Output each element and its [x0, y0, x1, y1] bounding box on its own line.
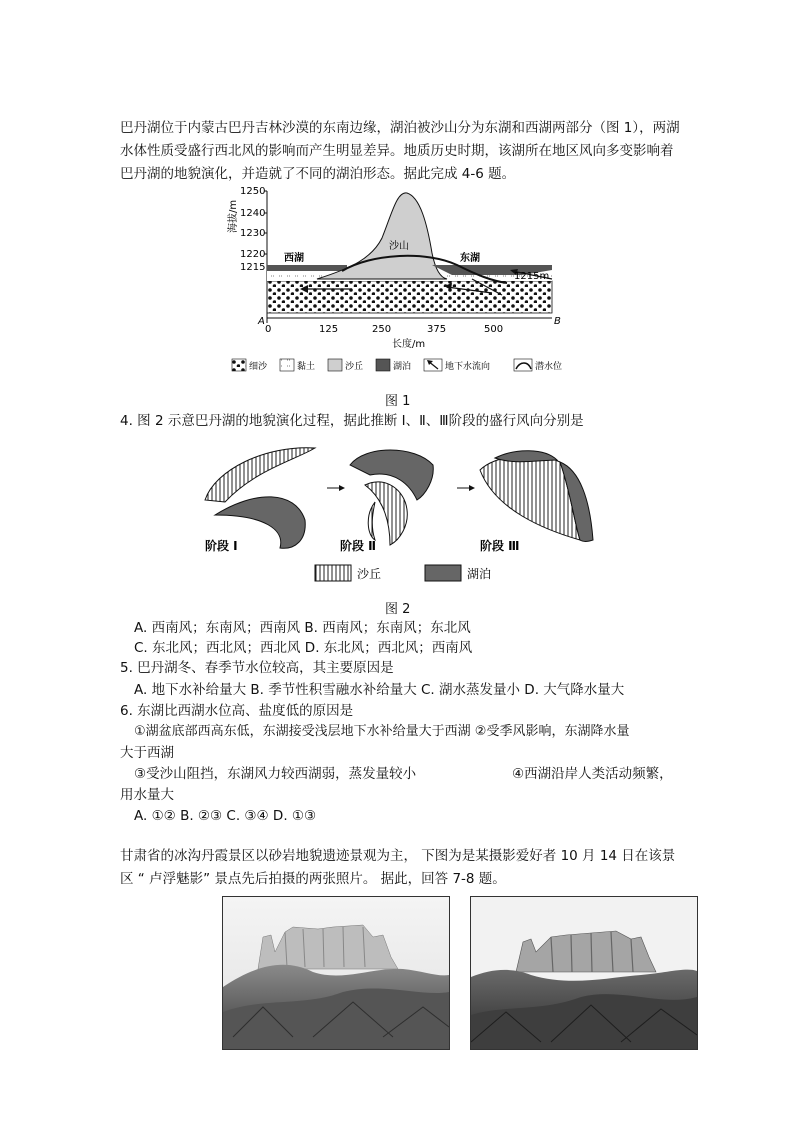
legend-lake: 湖泊 [393, 362, 412, 372]
stage3-label: 阶段 Ⅲ [480, 539, 520, 553]
legend2-dune: 沙丘 [357, 567, 382, 581]
point-a-label: A [258, 316, 265, 327]
fig1-xtick: 375 [427, 324, 447, 335]
east-lake-label: 东湖 [460, 253, 480, 264]
legend-water-table: 潜水位 [535, 362, 563, 372]
q4-options-cd: C. 东北风；西北风；西北风 D. 东北风；西北风；西南风 [134, 640, 473, 656]
q6-options: A. ①② B. ②③ C. ③④ D. ①③ [134, 808, 317, 824]
fig1-xtick: 0 [265, 324, 272, 335]
fig1-xtick: 500 [484, 324, 504, 335]
figure-2 [195, 440, 600, 592]
legend-dune: 沙丘 [345, 362, 364, 372]
point-b-label: B [554, 316, 561, 327]
stage1-label: 阶段 Ⅰ [205, 539, 238, 553]
fig1-xtick: 125 [319, 324, 339, 335]
fig1-ytick: 1250 [240, 186, 266, 197]
q6-stem: 6. 东湖比西湖水位高、盐度低的原因是 [120, 703, 354, 719]
q6-line2: 大于西湖 [120, 745, 174, 761]
fig1-xlabel: 长度/m [392, 339, 426, 350]
fig1-ytick: 1215 [240, 262, 266, 273]
fig1-ytick: 1220 [240, 249, 266, 260]
photo-right [470, 896, 698, 1050]
q5-options: A. 地下水补给量大 B. 季节性积雪融水补给量大 C. 湖水蒸发量小 D. 大气降水量大 [134, 682, 625, 698]
photo-left [222, 896, 450, 1050]
q6-line3b: ④西湖沿岸人类活动频繁， [512, 766, 673, 782]
fig1-ytick: 1230 [240, 228, 266, 239]
legend-clay: 黏土 [297, 362, 316, 372]
fig2-caption: 图 2 [385, 602, 411, 617]
q4-options-ab: A. 西南风；东南风；西南风 B. 西南风；东南风；东北风 [134, 620, 471, 636]
figure-1 [222, 183, 592, 383]
sand-hill-label: 沙山 [389, 241, 409, 252]
fig1-ylabel: 海拔/m [228, 199, 239, 233]
q5-stem: 5. 巴丹湖冬、春季节水位较高，其主要原因是 [120, 660, 394, 676]
fig1-xtick: 250 [372, 324, 392, 335]
stage2-label: 阶段 Ⅱ [340, 539, 377, 553]
q6-line4: 用水量大 [120, 787, 174, 803]
q4-stem: 4. 图 2 示意巴丹湖的地貌演化过程，据此推断 Ⅰ、Ⅱ、Ⅲ阶段的盛行风向分别是 [120, 413, 584, 429]
q7-intro: 甘肃省的冰沟丹霞景区以砂岩地貌遗迹景观为主， 下图为是某摄影爱好者 10 月 14 日在该景区 “ 卢浮魅影” 景点先后拍摄的两张照片。 据此，回答 7-8 题。 [120, 848, 676, 887]
legend-fine-sand: 细沙 [249, 362, 268, 372]
intro-paragraph: 巴丹湖位于内蒙古巴丹吉林沙漠的东南边缘，湖泊被沙山分为东湖和西湖两部分（图 1），两湖水体性质受盛行西北风的影响而产生明显差异。地质历史时期，该湖所在地区风向多变影响着巴丹湖的地貌演化，并造就了不同的湖泊形态。据此完成 4-6 题。 [120, 120, 680, 182]
fig1-caption: 图 1 [385, 394, 411, 409]
q6-line1: ①湖盆底部西高东低，东湖接受浅层地下水补给量大于西湖 ②受季风影响，东湖降水量 [134, 724, 630, 739]
legend2-lake: 湖泊 [467, 567, 492, 581]
q6-line3a: ③受沙山阻挡，东湖风力较西湖弱，蒸发量较小 [134, 766, 417, 782]
level-label: 1215m [514, 271, 550, 282]
fig1-ytick: 1240 [240, 208, 266, 219]
legend-groundwater: 地下水流向 [445, 362, 491, 372]
west-lake-label: 西湖 [284, 253, 304, 264]
